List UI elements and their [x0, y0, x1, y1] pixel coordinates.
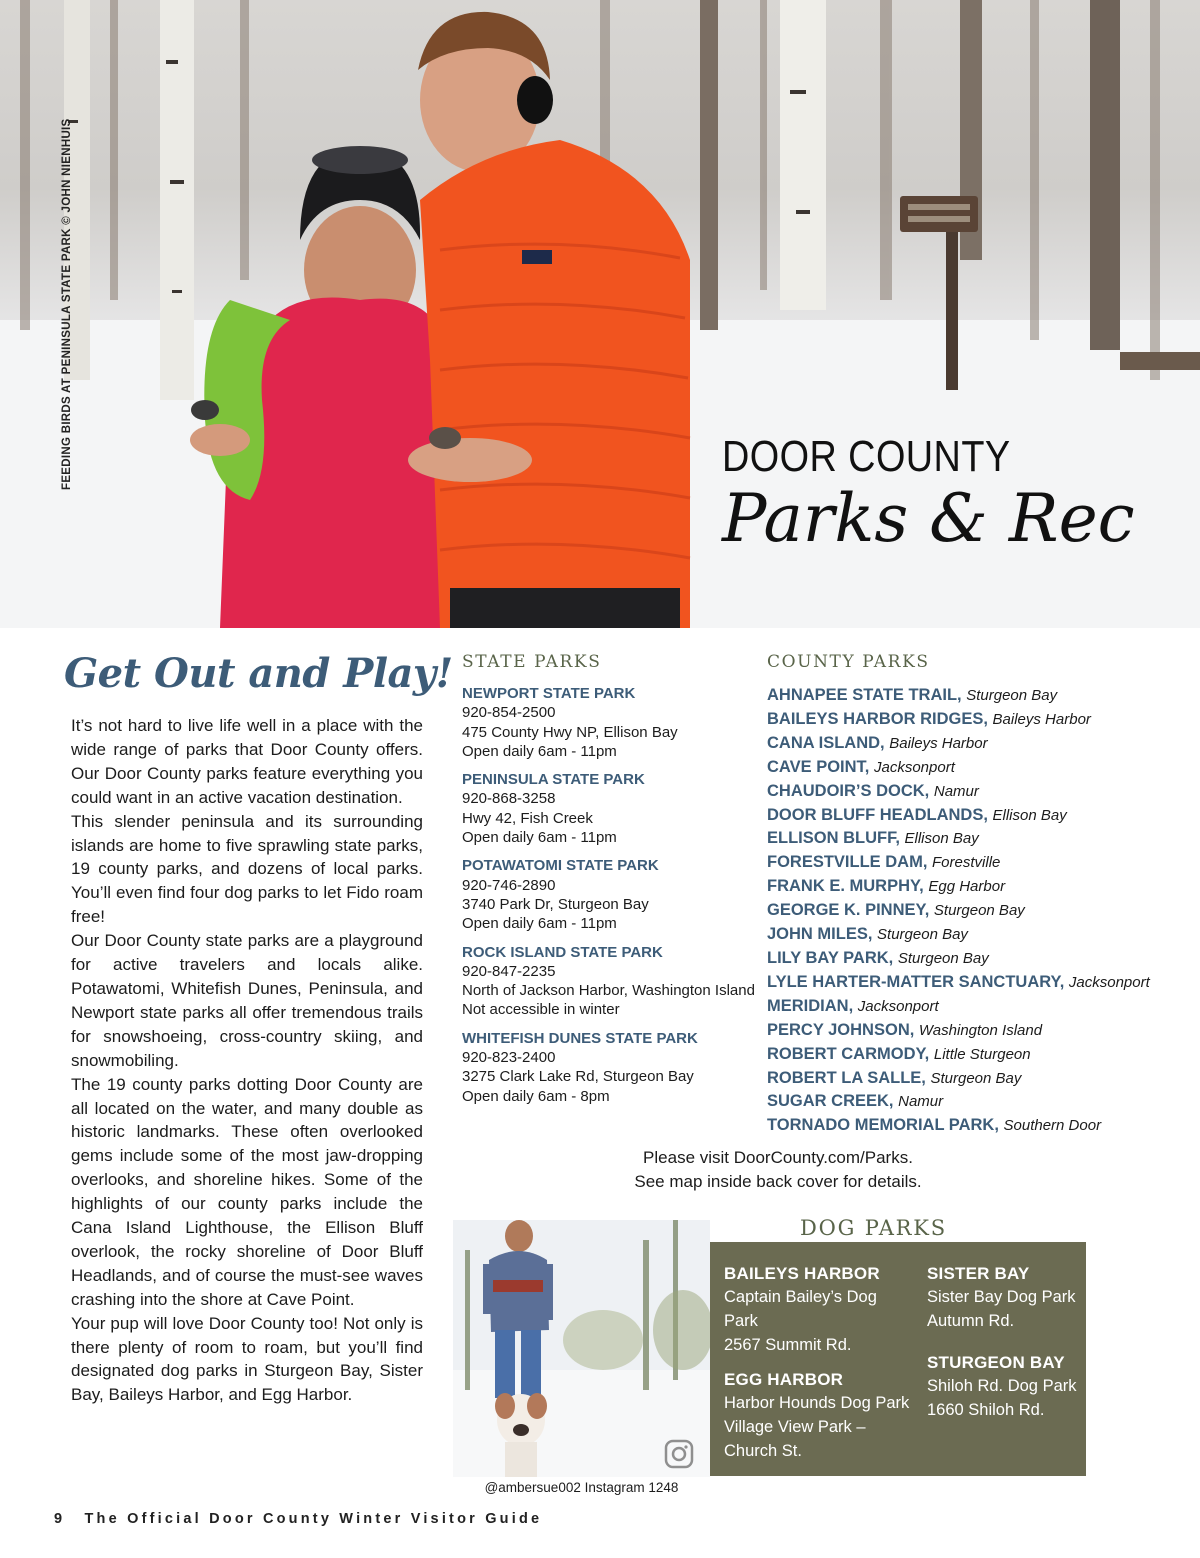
state-park-hours: Open daily 6am - 11pm: [462, 915, 617, 933]
intro-paragraph: This slender peninsula and its surrounding islands are home to five sprawling state parks, 19 county parks, and dozens of local parks. You’ll even find four dog parks to let Fido roam free!: [71, 811, 423, 927]
state-park-hours: Open daily 6am - 11pm: [462, 829, 617, 847]
county-park-name: FRANK E. MURPHY,: [767, 877, 924, 896]
intro-paragraph: Our Door County state parks are a playground for active travelers and locals alike. Potawatomi, Whitefish Dunes, Peninsula, and Newport state parks all offer tremendous trails for snowshoeing, cross-country skiing, and snowmobiling.: [71, 931, 423, 1070]
county-park-name: ELLISON BLUFF,: [767, 829, 900, 848]
county-park-location: Little Sturgeon: [933, 1045, 1031, 1063]
state-park-item: [462, 943, 762, 1020]
county-park-item: [767, 684, 1187, 708]
county-park-location: Ellison Bay: [904, 830, 979, 848]
dog-park-line: Harbor Hounds Dog Park: [724, 1394, 910, 1412]
dog-park-entry: [927, 1351, 1082, 1422]
dog-park-line: Village View Park –: [724, 1418, 866, 1436]
county-park-item: [767, 899, 1187, 923]
state-park-name: WHITEFISH DUNES STATE PARK: [462, 1029, 698, 1047]
county-park-item: [767, 780, 1187, 804]
county-park-location: Sturgeon Bay: [877, 926, 968, 944]
state-park-name: PENINSULA STATE PARK: [462, 771, 645, 789]
state-park-name: POTAWATOMI STATE PARK: [462, 857, 659, 875]
county-park-location: Sturgeon Bay: [930, 1069, 1022, 1087]
dog-park-line: 2567 Summit Rd.: [724, 1336, 852, 1354]
county-park-item: [767, 1114, 1187, 1138]
county-park-item: [767, 923, 1187, 947]
county-park-item: [767, 995, 1187, 1019]
county-park-location: Namur: [898, 1093, 944, 1111]
dog-park-line: Church St.: [724, 1442, 802, 1460]
state-park-phone: 920-746-2890: [462, 876, 556, 894]
county-park-location: Forestville: [932, 854, 1001, 872]
dog-parks-right-column: [927, 1262, 1082, 1433]
county-park-location: Sturgeon Bay: [897, 949, 989, 967]
dog-park-line: Autumn Rd.: [927, 1312, 1015, 1330]
county-park-name: SUGAR CREEK,: [767, 1092, 894, 1111]
county-park-name: CAVE POINT,: [767, 757, 870, 776]
county-park-item: [767, 1067, 1187, 1091]
county-park-item: [767, 732, 1187, 756]
state-park-phone: 920-868-3258: [462, 790, 556, 808]
visit-link-text: Please visit DoorCounty.com/Parks.: [643, 1148, 913, 1167]
county-park-item: [767, 1043, 1187, 1067]
state-park-address: 475 County Hwy NP, Ellison Bay: [462, 723, 678, 741]
dog-park-entry: [927, 1262, 1082, 1333]
county-parks-list: [767, 684, 1187, 1138]
county-park-location: Washington Island: [918, 1021, 1043, 1039]
dog-park-line: Sister Bay Dog Park: [927, 1288, 1076, 1306]
guide-title: The Official Door County Winter Visitor Guide: [84, 1511, 543, 1527]
hero-photo: [0, 0, 1200, 628]
county-park-location: Southern Door: [1003, 1117, 1102, 1135]
state-parks-heading: STATE PARKS: [462, 652, 602, 672]
dog-parks-left-column: [724, 1262, 914, 1474]
intro-paragraph: It’s not hard to live life well in a place with the wide range of parks that Door County offers. Our Door County parks feature everything you could want in an active vacation destination.: [71, 716, 423, 807]
county-park-location: Ellison Bay: [992, 806, 1067, 824]
visit-note: [598, 1146, 958, 1194]
state-park-address: Hwy 42, Fish Creek: [462, 809, 593, 827]
page-footer: [54, 1511, 542, 1527]
county-park-item: [767, 708, 1187, 732]
county-park-name: LYLE HARTER-MATTER SANCTUARY,: [767, 972, 1065, 991]
county-park-item: [767, 851, 1187, 875]
county-park-item: [767, 827, 1187, 851]
county-park-location: Jacksonport: [1068, 973, 1150, 991]
dog-park-line: 1660 Shiloh Rd.: [927, 1401, 1045, 1419]
county-park-location: Sturgeon Bay: [966, 687, 1058, 704]
intro-paragraph: The 19 county parks dotting Door County are all located on the water, and many double as historic landmarks. These often overlooked gems include some of the most jaw-dropping overlooks, and shoreline hikes. Some of the highlights of our county parks include the Cana Island Lighthouse, the Ellison Bluff overlook, the rocky shoreline of Door Bluff Headlands, and of course the must-see waves crashing into the shore at Cave Point.: [71, 1074, 423, 1309]
county-park-item: [767, 1090, 1187, 1114]
dog-park-line: Shiloh Rd. Dog Park: [927, 1377, 1077, 1395]
county-park-name: GEORGE K. PINNEY,: [767, 901, 930, 920]
county-park-location: Egg Harbor: [928, 878, 1006, 896]
photo-credit: FEEDING BIRDS AT PENINSULA STATE PARK © JOHN NIENHUIS: [61, 118, 73, 490]
intro-heading: Get Out and Play!: [64, 650, 453, 697]
state-park-hours: Open daily 6am - 8pm: [462, 1087, 610, 1105]
dog-park-line: Park: [724, 1312, 758, 1330]
state-park-address: North of Jackson Harbor, Washington Island: [462, 982, 755, 1000]
county-park-item: [767, 1019, 1187, 1043]
county-park-name: BAILEYS HARBOR RIDGES,: [767, 709, 988, 728]
dog-park-entry: [724, 1262, 914, 1357]
state-park-item: [462, 1029, 762, 1106]
state-park-address: 3275 Clark Lake Rd, Sturgeon Bay: [462, 1068, 694, 1086]
state-park-phone: 920-823-2400: [462, 1049, 556, 1067]
county-park-name: MERIDIAN,: [767, 996, 854, 1015]
dog-park-town: BAILEYS HARBOR: [724, 1264, 880, 1283]
county-park-name: ROBERT CARMODY,: [767, 1044, 930, 1063]
dog-park-line: Captain Bailey’s Dog: [724, 1288, 877, 1306]
photo-caption: @ambersue002 Instagram 1248: [484, 1480, 679, 1495]
county-park-name: ROBERT LA SALLE,: [767, 1068, 926, 1087]
dog-park-photo: [453, 1220, 710, 1477]
state-park-phone: 920-854-2500: [462, 704, 556, 722]
dog-park-town: EGG HARBOR: [724, 1370, 844, 1389]
county-park-name: FORESTVILLE DAM,: [767, 853, 928, 872]
county-park-name: AHNAPEE STATE TRAIL,: [767, 686, 962, 704]
state-park-item: [462, 770, 762, 847]
state-parks-list: [462, 684, 762, 1115]
county-park-location: Baileys Harbor: [992, 710, 1091, 728]
county-park-location: Jacksonport: [857, 997, 939, 1015]
intro-paragraph: Your pup will love Door County too! Not only is there plenty of room to roam, but you’ll find designated dog parks in Sturgeon Bay, Sister Bay, Baileys Harbor, and Egg Harbor.: [71, 1313, 423, 1405]
state-park-address: 3740 Park Dr, Sturgeon Bay: [462, 895, 649, 913]
county-park-name: PERCY JOHNSON,: [767, 1020, 915, 1039]
county-park-location: Jacksonport: [873, 758, 955, 776]
county-park-name: DOOR BLUFF HEADLANDS,: [767, 805, 988, 824]
state-park-item: [462, 684, 762, 761]
dog-park-town: STURGEON BAY: [927, 1353, 1065, 1372]
state-park-hours: Not accessible in winter: [462, 1001, 620, 1019]
county-park-location: Baileys Harbor: [889, 734, 988, 752]
county-park-location: Namur: [933, 782, 979, 800]
county-park-item: [767, 756, 1187, 780]
county-park-name: CHAUDOIR’S DOCK,: [767, 781, 930, 800]
county-park-name: LILY BAY PARK,: [767, 948, 894, 967]
dog-park-entry: [724, 1368, 914, 1463]
intro-body: [71, 714, 423, 1407]
dog-parks-box: [710, 1242, 1086, 1476]
state-park-phone: 920-847-2235: [462, 962, 556, 980]
state-park-hours: Open daily 6am - 11pm: [462, 742, 617, 760]
map-note-text: See map inside back cover for details.: [634, 1172, 922, 1191]
county-park-item: [767, 804, 1187, 828]
dog-photo-illustration: [453, 1220, 710, 1477]
dog-park-town: SISTER BAY: [927, 1264, 1030, 1283]
county-park-item: [767, 875, 1187, 899]
county-park-name: CANA ISLAND,: [767, 733, 885, 752]
county-park-name: JOHN MILES,: [767, 925, 873, 944]
county-park-item: [767, 971, 1187, 995]
county-park-name: TORNADO MEMORIAL PARK,: [767, 1116, 999, 1135]
county-park-location: Sturgeon Bay: [933, 902, 1025, 920]
county-parks-heading: COUNTY PARKS: [767, 652, 930, 672]
title-kicker: DOOR COUNTY: [722, 432, 1011, 481]
state-park-item: [462, 856, 762, 933]
page-title: [722, 432, 1135, 557]
dog-parks-heading: DOG PARKS: [800, 1216, 947, 1240]
title-main: Parks & Rec: [722, 480, 1135, 557]
page-number: 9: [54, 1511, 66, 1527]
state-park-name: ROCK ISLAND STATE PARK: [462, 943, 663, 961]
county-park-item: [767, 947, 1187, 971]
state-park-name: NEWPORT STATE PARK: [462, 685, 636, 702]
